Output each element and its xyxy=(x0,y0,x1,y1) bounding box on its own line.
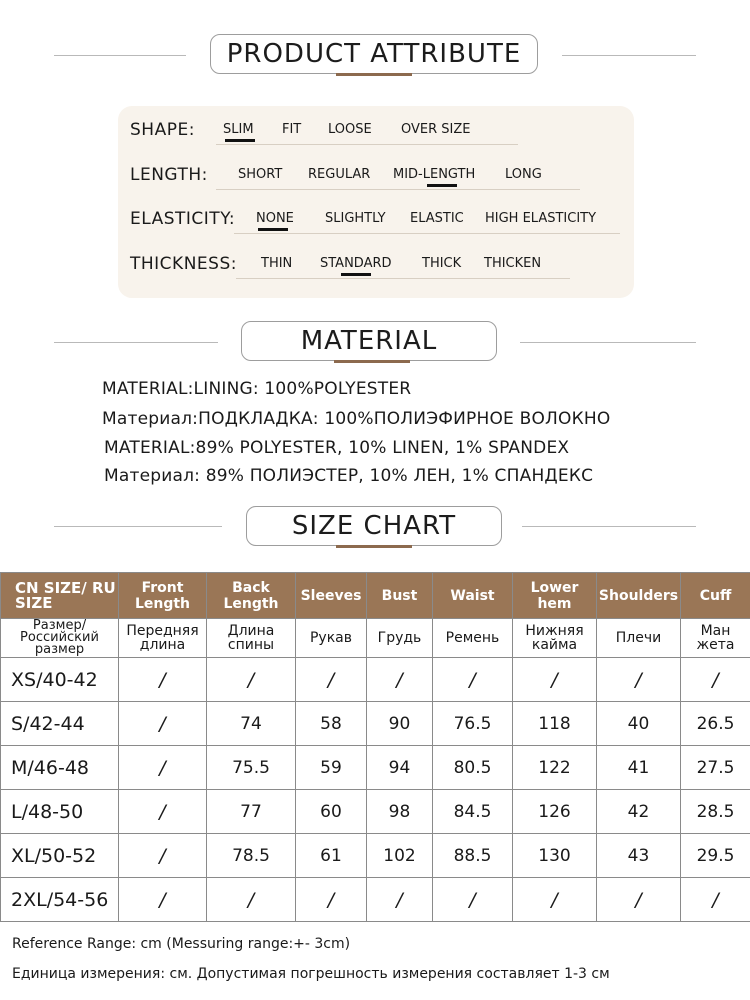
table-header-ru xyxy=(1,619,750,658)
attribute-option: THICKEN xyxy=(484,256,542,271)
attribute-option: OVER SIZE xyxy=(401,122,471,137)
measurement-cell: 102 xyxy=(367,834,433,878)
measurement-cell: / xyxy=(367,658,433,702)
column-header: Waist xyxy=(433,573,513,619)
measurement-cell: 98 xyxy=(367,790,433,834)
divider-right xyxy=(562,55,696,56)
title-underline xyxy=(336,73,412,76)
size-cell: XL/50-52 xyxy=(1,834,119,878)
material-line-1: MATERIAL:LINING: 100%POLYESTER xyxy=(102,379,412,399)
attribute-option: SHORT xyxy=(238,167,283,182)
size-chart-title: SIZE CHART xyxy=(246,506,502,546)
measurement-cell: / xyxy=(433,658,513,702)
attribute-option: HIGH ELASTICITY xyxy=(485,211,597,226)
divider-right xyxy=(520,342,696,343)
column-header: Lower hem xyxy=(513,573,597,619)
attribute-row-thickness xyxy=(118,254,634,284)
measurement-cell: 126 xyxy=(513,790,597,834)
measurement-cell: / xyxy=(119,746,207,790)
measurement-cell: / xyxy=(513,658,597,702)
attribute-option: NONE xyxy=(256,211,294,226)
attribute-label: LENGTH: xyxy=(130,165,208,185)
attribute-option: REGULAR xyxy=(308,167,371,182)
table-row xyxy=(1,658,750,702)
measurement-cell: 58 xyxy=(296,702,367,746)
table-row xyxy=(1,746,750,790)
table-row xyxy=(1,878,750,922)
selected-marker xyxy=(427,184,457,187)
measurement-cell: 80.5 xyxy=(433,746,513,790)
attribute-option: THICK xyxy=(422,256,462,271)
column-header-ru: Грудь xyxy=(367,619,433,658)
measurement-cell: 78.5 xyxy=(207,834,296,878)
column-header-ru: Передняя длина xyxy=(119,619,207,658)
table-row xyxy=(1,702,750,746)
measurement-cell: 76.5 xyxy=(433,702,513,746)
measurement-cell: / xyxy=(119,790,207,834)
measurement-cell: / xyxy=(681,658,750,702)
attribute-row-length xyxy=(118,165,634,195)
measurement-cell: 27.5 xyxy=(681,746,750,790)
size-chart-table xyxy=(0,572,750,922)
measurement-cell: 84.5 xyxy=(433,790,513,834)
measurement-cell: 41 xyxy=(597,746,681,790)
attribute-row-elasticity xyxy=(118,209,634,239)
column-header-ru: Ман жета xyxy=(681,619,750,658)
measurement-cell: 59 xyxy=(296,746,367,790)
divider-right xyxy=(522,526,696,527)
divider-left xyxy=(54,342,218,343)
attribute-panel xyxy=(118,106,634,298)
column-header: Sleeves xyxy=(296,573,367,619)
divider-left xyxy=(54,55,186,56)
column-header-ru: Нижняя кайма xyxy=(513,619,597,658)
title-underline xyxy=(336,545,412,548)
measurement-cell: 88.5 xyxy=(433,834,513,878)
measurement-cell: 130 xyxy=(513,834,597,878)
column-header-ru: Плечи xyxy=(597,619,681,658)
column-header: Front Length xyxy=(119,573,207,619)
measurement-cell: 43 xyxy=(597,834,681,878)
measurement-cell: 118 xyxy=(513,702,597,746)
measurement-cell: 29.5 xyxy=(681,834,750,878)
attribute-option: THIN xyxy=(261,256,293,271)
material-line-2: Материал:ПОДКЛАДКА: 100%ПОЛИЭФИРНОЕ ВОЛОКНО xyxy=(102,409,611,429)
attribute-rule xyxy=(236,278,570,279)
attribute-rule xyxy=(216,189,580,190)
measurement-cell: 42 xyxy=(597,790,681,834)
table-row xyxy=(1,834,750,878)
measurement-cell: / xyxy=(207,878,296,922)
measurement-cell: 77 xyxy=(207,790,296,834)
measurement-cell: 90 xyxy=(367,702,433,746)
column-header-ru: Рукав xyxy=(296,619,367,658)
measurement-cell: 122 xyxy=(513,746,597,790)
material-title: MATERIAL xyxy=(241,321,497,361)
measurement-cell: / xyxy=(367,878,433,922)
attribute-option: FIT xyxy=(282,122,302,137)
measurement-cell: 61 xyxy=(296,834,367,878)
attribute-option: MID-LENGTH xyxy=(393,167,476,182)
measurement-cell: 28.5 xyxy=(681,790,750,834)
measurement-cell: 94 xyxy=(367,746,433,790)
size-cell: XS/40-42 xyxy=(1,658,119,702)
measurement-cell: / xyxy=(119,834,207,878)
reference-range-note: Reference Range: cm (Messuring range:+- 3cm) xyxy=(12,936,351,952)
attribute-label: ELASTICITY: xyxy=(130,209,236,229)
attribute-option: LONG xyxy=(505,167,542,182)
measurement-cell: 60 xyxy=(296,790,367,834)
size-cell: S/42-44 xyxy=(1,702,119,746)
measurement-cell: / xyxy=(597,658,681,702)
column-header: Cuff xyxy=(681,573,750,619)
size-cell: M/46-48 xyxy=(1,746,119,790)
attribute-rule xyxy=(234,233,620,234)
attribute-option: SLIM xyxy=(223,122,254,137)
column-header-ru: Длина спины xyxy=(207,619,296,658)
measurement-cell: / xyxy=(119,878,207,922)
selected-marker xyxy=(341,273,371,276)
measurement-cell: 40 xyxy=(597,702,681,746)
column-header: Back Length xyxy=(207,573,296,619)
attribute-option: LOOSE xyxy=(328,122,372,137)
attribute-option: STANDARD xyxy=(320,256,392,271)
table-header-en xyxy=(1,573,750,619)
measurement-cell: / xyxy=(119,658,207,702)
measurement-cell: / xyxy=(296,878,367,922)
measurement-cell: 74 xyxy=(207,702,296,746)
measurement-cell: / xyxy=(296,658,367,702)
table-row xyxy=(1,790,750,834)
measurement-cell: / xyxy=(433,878,513,922)
measurement-cell: / xyxy=(119,702,207,746)
selected-marker xyxy=(225,139,255,142)
attribute-option: SLIGHTLY xyxy=(325,211,386,226)
attribute-rule xyxy=(216,144,518,145)
column-header-ru: Ремень xyxy=(433,619,513,658)
column-header: Shoulders xyxy=(597,573,681,619)
divider-left xyxy=(54,526,222,527)
material-line-3: MATERIAL:89% POLYESTER, 10% LINEN, 1% SPANDEX xyxy=(104,438,570,458)
measurement-cell: 75.5 xyxy=(207,746,296,790)
measurement-cell: / xyxy=(681,878,750,922)
material-line-4: Материал: 89% ПОЛИЭСТЕР, 10% ЛЕН, 1% СПАНДЕКС xyxy=(104,466,594,486)
column-header: Bust xyxy=(367,573,433,619)
attribute-label: THICKNESS: xyxy=(130,254,237,274)
measurement-cell: / xyxy=(207,658,296,702)
measurement-cell: / xyxy=(513,878,597,922)
attribute-title: PRODUCT ATTRIBUTE xyxy=(210,34,538,74)
attribute-option: ELASTIC xyxy=(410,211,464,226)
attribute-label: SHAPE: xyxy=(130,120,195,140)
column-header-ru: Размер/ Российский размер xyxy=(1,619,119,658)
size-cell: 2XL/54-56 xyxy=(1,878,119,922)
measurement-note-ru: Единица измерения: см. Допустимая погрешность измерения составляет 1-3 см xyxy=(12,966,610,982)
attribute-row-shape xyxy=(118,120,634,150)
measurement-cell: / xyxy=(597,878,681,922)
size-cell: L/48-50 xyxy=(1,790,119,834)
measurement-cell: 26.5 xyxy=(681,702,750,746)
title-underline xyxy=(334,360,410,363)
selected-marker xyxy=(258,228,288,231)
column-header: CN SIZE/ RU SIZE xyxy=(1,573,119,619)
